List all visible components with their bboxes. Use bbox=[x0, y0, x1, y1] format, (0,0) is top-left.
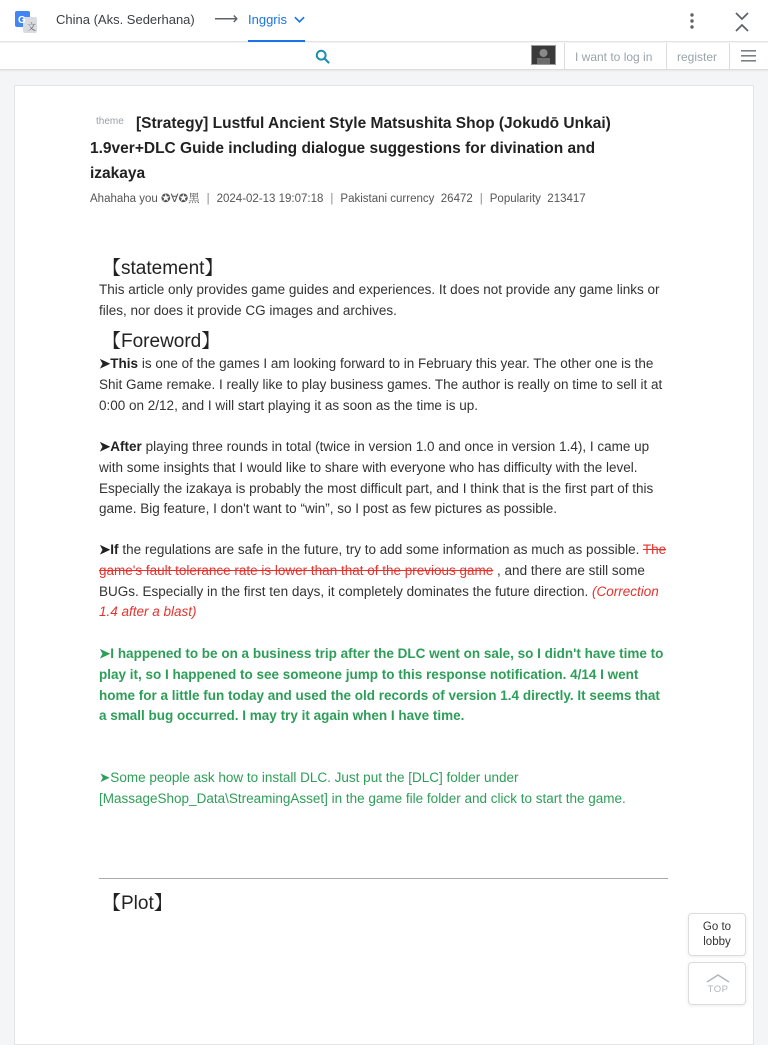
section-divider bbox=[99, 878, 668, 879]
target-language-tab[interactable] bbox=[248, 0, 305, 42]
target-language: Inggris bbox=[248, 12, 288, 27]
popularity-label: Popularity bbox=[489, 193, 541, 205]
svg-text:G: G bbox=[18, 15, 26, 26]
dlc-note-bold: ➤I happened to be on a business trip after the DLC went on sale, so I didn't have time to play it, so I happened to see someone jump to this response notification. 4/14 I went home for a little fun today and used the old records of version 1.4 directly. It seems that a small bug occurred. I may try it again when I have time. bbox=[99, 646, 664, 724]
paragraph-lead: ➤After bbox=[99, 439, 142, 454]
strikethrough-text: The game's fault tolerance rate is lower than that of the previous game bbox=[99, 542, 667, 578]
arrow-up-icon bbox=[705, 973, 731, 983]
go-to-lobby-button[interactable]: Go to lobby bbox=[688, 913, 746, 956]
search-icon[interactable] bbox=[315, 49, 330, 64]
login-link[interactable]: I want to log in bbox=[575, 50, 653, 64]
foreword-paragraph-3 bbox=[99, 540, 671, 623]
correction-note: (Correction 1.4 after a blast) bbox=[99, 583, 659, 620]
paragraph-text: is one of the games I am looking forward to in February this year. The other one is the Shit Game remake. I really like to play business games. The author is really on time to sell it at 0:00 on 2/12, and I will start playing it as soon as the time is up. bbox=[99, 356, 663, 413]
theme-label[interactable]: theme bbox=[96, 116, 124, 127]
post-date: 2024-02-13 19:07:18 bbox=[216, 193, 324, 205]
translate-bar bbox=[0, 0, 768, 42]
paragraph-text: the regulations are safe in the future, try to add some information as much as possible. bbox=[118, 542, 643, 557]
top-label: TOP bbox=[707, 984, 729, 995]
paragraph-text: , and there are still some BUGs. Especially in the first ten days, it completely dominates the future direction. bbox=[99, 562, 645, 599]
paragraph-lead: ➤This bbox=[99, 356, 139, 371]
statement-heading: 【statement】 bbox=[102, 258, 224, 279]
foreword-paragraph-1 bbox=[99, 354, 671, 416]
dlc-install-note: ➤Some people ask how to install DLC. Just put the [DLC] folder under [MassageShop_Data\StreamingAsset] in the game file folder and click to start the game. bbox=[99, 770, 626, 806]
svg-text:文: 文 bbox=[27, 22, 37, 32]
divider bbox=[666, 43, 667, 70]
statement-text: This article only provides game guides and experiences. It does not provide any game links or files, nor does it provide CG images and archives. bbox=[99, 282, 660, 318]
currency-label: Pakistani currency bbox=[340, 193, 435, 205]
chevron-down-icon bbox=[294, 14, 305, 25]
divider bbox=[564, 43, 565, 70]
register-link[interactable]: register bbox=[677, 50, 718, 64]
google-translate-icon[interactable] bbox=[15, 11, 37, 33]
chevron-collapse-icon[interactable] bbox=[733, 11, 751, 33]
article-title: [Strategy] Lustful Ancient Style Matsushita Shop (Jokudō Unkai) 1.9ver+DLC Guide including dialogue suggestions for divination and izakaya bbox=[90, 115, 611, 182]
article-meta: Ahahaha you ✪∀✪黑 | 2024-02-13 19:07:18 | Pakistani currency 26472 | Popularity 213417 bbox=[90, 193, 586, 205]
paragraph-lead: ➤If bbox=[99, 542, 119, 557]
popularity-value: 213417 bbox=[547, 193, 586, 205]
plot-heading: 【Plot】 bbox=[102, 893, 173, 914]
foreword-paragraph-2 bbox=[99, 437, 671, 520]
arrow-right-icon: ⟶ bbox=[214, 9, 239, 28]
source-language[interactable]: China (Aks. Sederhana) bbox=[56, 12, 195, 27]
back-to-top-button[interactable] bbox=[688, 962, 746, 1005]
foreword-heading: 【Foreword】 bbox=[102, 331, 221, 352]
avatar-icon bbox=[532, 46, 555, 64]
vertical-dots-icon[interactable] bbox=[684, 10, 700, 32]
paragraph-text: playing three rounds in total (twice in version 1.0 and once in version 1.4), I came up with some insights that I would like to share with everyone who has difficulty with the level. Especially the izakaya is probably the most difficult part, and I think that is the first part of this game. Big feature, I don't want to “win”, so I post as few pictures as possible. bbox=[99, 439, 654, 517]
currency-value: 26472 bbox=[440, 193, 473, 205]
author-name[interactable]: Ahahaha you ✪∀✪黑 bbox=[90, 193, 200, 205]
avatar[interactable] bbox=[531, 45, 556, 65]
divider bbox=[729, 43, 730, 70]
hamburger-icon[interactable] bbox=[741, 50, 756, 62]
site-header bbox=[0, 43, 768, 70]
